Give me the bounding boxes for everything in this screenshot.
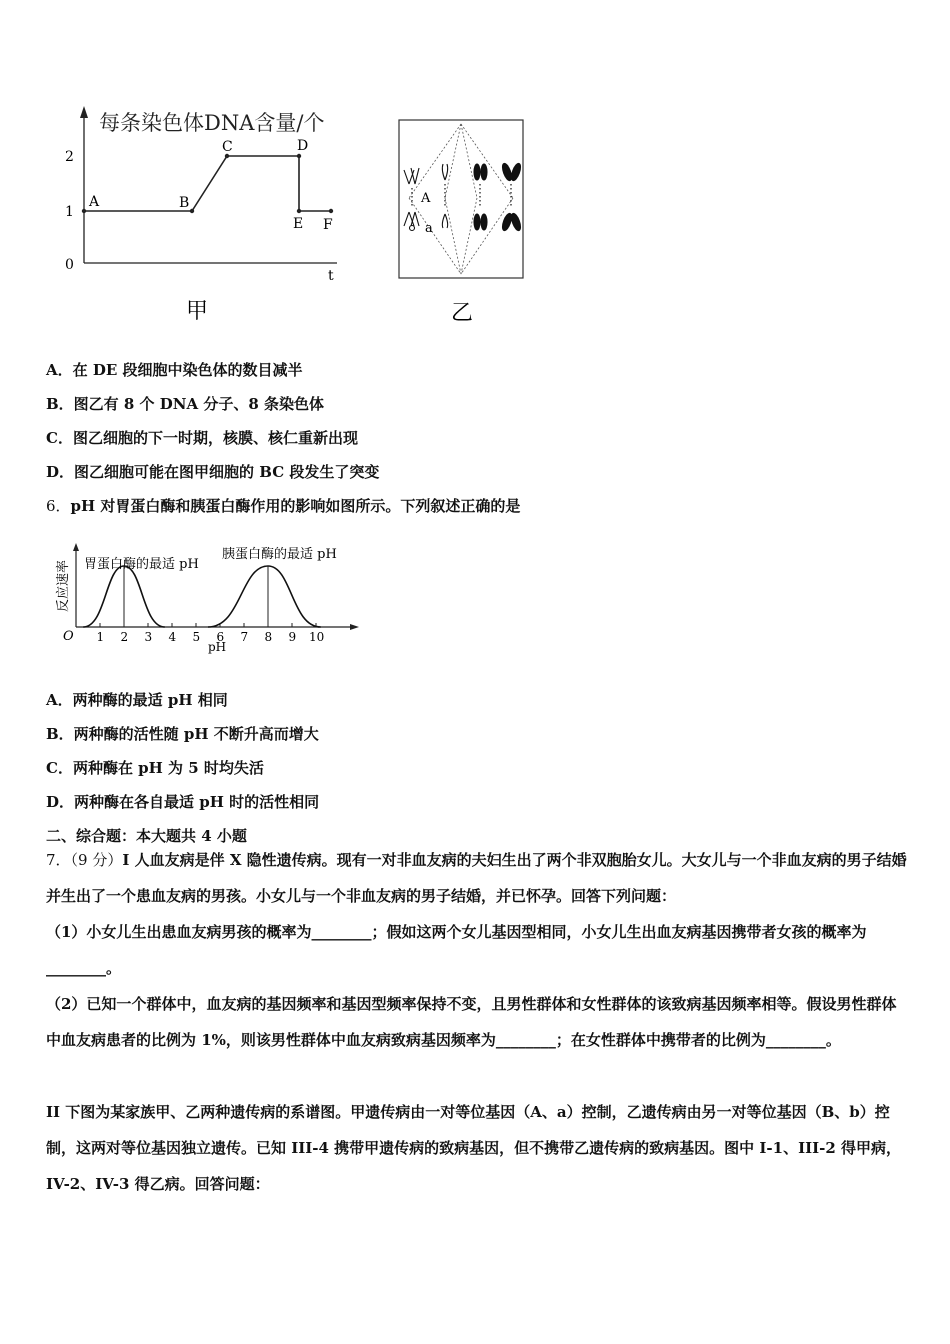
q6-stem-text: pH 对胃蛋白酶和胰蛋白酶作用的影响如图所示。下列叙述正确的是 [70,497,521,515]
trypsin-activity-curve [208,566,321,627]
figure-yi-caption: 乙 [451,301,474,326]
q6-number: 6． [46,497,71,515]
point-f-dot [329,209,333,213]
q7-number: 7． [46,851,71,869]
pepsin-optimum-label: 胃蛋白酶的最适 pH [84,557,199,572]
gene-label-a-lower: a [425,221,433,236]
point-a-label: A [89,194,100,210]
point-e-label: E [293,216,304,232]
x-axis-label: t [328,268,334,284]
q5-option-c: C．图乙细胞的下一时期，核膜、核仁重新出现 [46,429,358,447]
point-d-dot [297,154,301,158]
figure-jia-dna-content-graph [55,100,360,330]
q6-option-a: A．两种酶的最适 pH 相同 [46,691,228,709]
q5-option-a: A．在 DE 段细胞中染色体的数目减半 [46,361,303,379]
y-axis-label: 每条染色体DNA含量/个 [99,111,325,135]
figure-jia-caption: 甲 [186,299,209,324]
q6-option-d: D．两种酶在各自最适 pH 时的活性相同 [46,793,320,811]
chart-y-axis-label: 反应速率 [56,559,71,612]
x-tick-label-1: 1 [96,630,105,644]
q7-score: （9 分） [70,851,123,869]
y-tick-0: 0 [65,257,74,273]
q7-sub1: （1）小女儿生出患血友病男孩的概率为________；假如这两个女儿基因型相同，小女儿生出血友病基因携带者女孩的概率为________。 [46,923,867,977]
y-tick-2: 2 [65,149,74,165]
q5-option-d: D．图乙细胞可能在图甲细胞的 BC 段发生了突变 [46,463,380,481]
chart-x-axis-label: pH [208,640,227,654]
lower-chromosomes [404,212,522,232]
x-tick-label-6: 6 [216,630,225,644]
point-f-label: F [323,217,333,233]
q6-stem [46,496,520,516]
point-c-label: C [222,139,233,155]
section-2-heading: 二、综合题：本大题共 4 小题 [46,827,247,845]
point-d-label: D [297,138,309,154]
q6-option-b: B．两种酶的活性随 pH 不断升高而增大 [46,725,319,743]
x-tick-label-3: 3 [144,630,153,644]
x-tick-label-4: 4 [168,630,177,644]
point-a-dot [82,209,86,213]
cell-frame [399,120,523,278]
chart-origin-label: O [63,629,74,644]
gene-label-a-upper: A [421,191,431,206]
q6-option-c: C．两种酶在 pH 为 5 时均失活 [46,759,264,777]
point-b-label: B [179,195,190,211]
x-tick-label-10: 10 [309,630,325,644]
x-tick-label-7: 7 [240,630,249,644]
x-tick-label-2: 2 [120,630,129,644]
upper-chromosomes [404,162,522,184]
chart-x-axis-arrow [350,624,359,630]
chart-y-axis-arrow [73,543,79,551]
x-tick-label-9: 9 [288,630,297,644]
y-tick-1: 1 [65,204,74,220]
dna-content-line [84,156,331,211]
x-tick-label-5: 5 [192,630,201,644]
q5-option-b: B．图乙有 8 个 DNA 分子、8 条染色体 [46,395,325,413]
trypsin-optimum-label: 胰蛋白酶的最适 pH [222,547,337,562]
point-e-dot [297,209,301,213]
q7-part1-intro [46,842,908,914]
y-axis-arrow [80,106,88,118]
q7-part2-intro: II 下图为某家族甲、乙两种遗传病的系谱图。甲遗传病由一对等位基因（A、a）控制，乙遗传病由另一对等位基因（B、b）控制，这两对等位基因独立遗传。已知 III-4 携带甲遗传病的致病基因，但不携带乙遗传病的致病基因。图中 I-1、III-2 得甲病，IV-2、IV-3 得乙病。回答问题： [46,1103,901,1193]
figure-yi-cell-division-diagram [395,118,530,328]
q7-part1-text: I 人血友病是伴 X 隐性遗传病。现有一对非血友病的夫妇生出了两个非双胞胎女儿。大女儿与一个非血友病的男子结婚并生出了一个患血友病的男孩。小女儿与一个非血友病的男子结婚，并已怀孕。回答下列问题： [46,851,907,905]
q7-sub2: （2）已知一个群体中，血友病的基因频率和基因型频率保持不变，且男性群体和女性群体的该致病基因频率相等。假设男性群体中血友病患者的比例为 1%，则该男性群体中血友病致病基因频率为________；在女性群体中携带者的比例为________。 [46,995,897,1049]
point-b-dot [190,209,194,213]
ph-enzyme-activity-chart [50,540,370,660]
x-tick-label-8: 8 [264,630,273,644]
